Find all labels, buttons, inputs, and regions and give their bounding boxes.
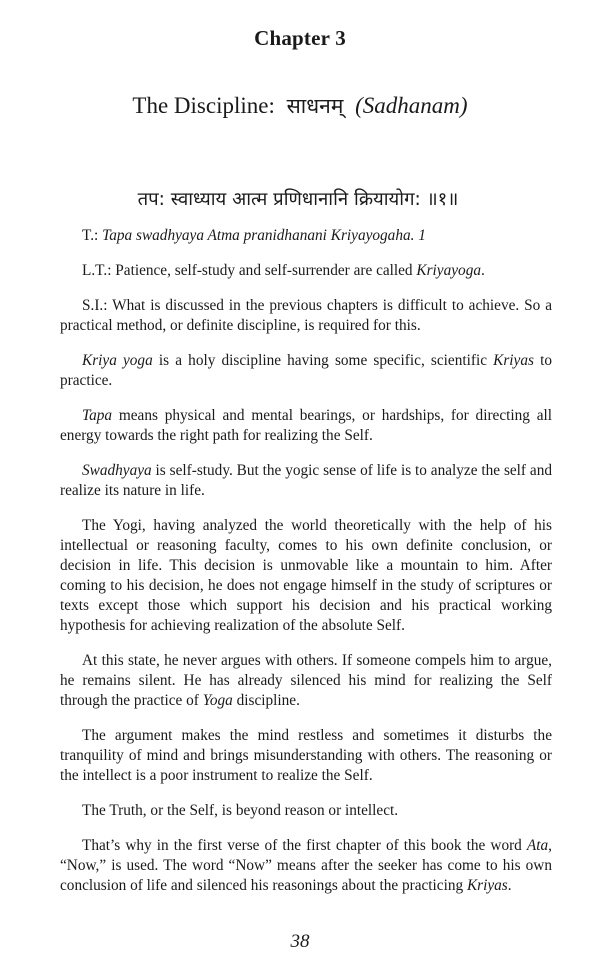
label-t: T. [82, 227, 95, 244]
argues-text-a: At this state, he never argues with others. If someone compels him to argue, he remains silent. He has already silenced his mind for realizing the Self through the practice of [60, 652, 552, 709]
kriya-yoga-term: Kriya yoga [82, 352, 153, 369]
title-devanagari: साधनम् [286, 94, 344, 118]
kriya-yoga-text-b: to practice. [60, 352, 552, 389]
paragraph-truth: The Truth, or the Self, is beyond reason or intellect. [82, 802, 399, 819]
paragraph-argues [60, 651, 552, 711]
argues-text-b: discipline. [232, 692, 300, 709]
paragraph-interpretation [60, 296, 552, 336]
sutra-verse: तप: स्वाध्याय आत्म प्रणिधानानि क्रियायोग: ॥१॥ [137, 189, 459, 210]
kriyas-term: Kriyas [493, 352, 534, 369]
paragraph-kriya-yoga [60, 351, 552, 391]
title-transliteration: (Sadhanam) [355, 93, 468, 118]
chapter-heading: Chapter 3 [254, 26, 346, 50]
kriyas-term-2: Kriyas [466, 877, 508, 894]
paragraph-tapa [60, 406, 552, 446]
now-text-a: That’s why in the first verse of the first chapter of this book the word [82, 837, 527, 854]
paragraph-now [60, 836, 552, 896]
translation-text: Tapa swadhyaya Atma pranidhanani Kriyayogaha. 1 [102, 227, 426, 244]
label-lt: L.T. [82, 262, 108, 279]
now-text-b: , “Now,” is used. The word “Now” means after the seeker has come to his own conclusion of life and silenced his reasonings about the practicing [60, 837, 552, 894]
paragraph-literal-translation: L.T.: Patience, self-study and self-surrender are called Kriyayoga. [82, 262, 485, 279]
literal-translation-em: Kriyayoga [416, 262, 481, 279]
tapa-term: Tapa [82, 407, 113, 424]
paragraph-yogi: The Yogi, having analyzed the world theoretically with the help of his intellectual or reasoning faculty, comes to his own definite conclusion, or decision in life. This decision is unmovable like a mountain to him. After coming to his decision, he does not engage himself in the study of scriptures or texts except those which support his decision and his practical working hypothesis for achieving realization of the absolute Self. [60, 517, 552, 634]
interpretation-text: : What is discussed in the previous chapters is difficult to achieve. So a practical method, or definite discipline, is required for this. [60, 297, 552, 334]
body-text [60, 226, 552, 911]
swadhyaya-text: is self-study. But the yogic sense of life is to analyze the self and realize its nature in life. [60, 462, 552, 499]
paragraph-translation: T.: Tapa swadhyaya Atma pranidhanani Kriyayogaha. 1 [82, 227, 426, 244]
title-prefix: The Discipline: [132, 93, 275, 118]
label-si: S.I. [82, 297, 104, 314]
swadhyaya-term: Swadhyaya [82, 462, 152, 479]
now-text-c: . [507, 877, 512, 894]
paragraph-swadhyaya [60, 461, 552, 501]
tapa-text: means physical and mental bearings, or hardships, for directing all energy towards the right path for realizing the Self. [60, 407, 552, 444]
paragraph-argument: The argument makes the mind restless and sometimes it disturbs the tranquility of mind and brings misunderstanding with others. The reasoning or the intellect is a poor instrument to realize the Self. [60, 727, 552, 784]
yoga-term: Yoga [202, 692, 233, 709]
ata-term: Ata [526, 837, 549, 854]
kriya-yoga-text-a: is a holy discipline having some specific, scientific [152, 352, 494, 369]
page-number: 38 [290, 931, 310, 952]
chapter-title [0, 92, 600, 120]
literal-translation-text: : Patience, self-study and self-surrender are called [107, 262, 417, 279]
